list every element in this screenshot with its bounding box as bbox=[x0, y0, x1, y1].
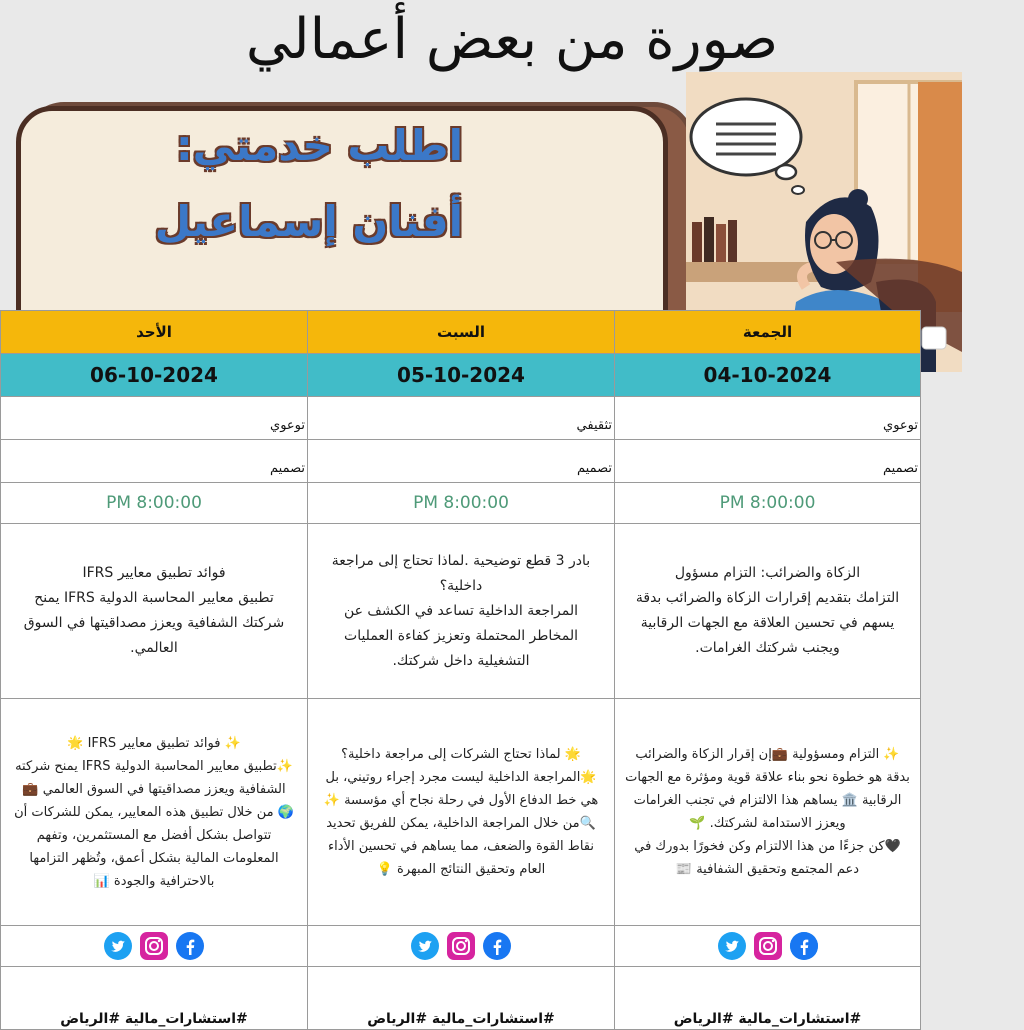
hashtag-cell: #استشارات_مالية #الرياض bbox=[615, 967, 921, 1030]
hashtag-cell: #استشارات_مالية #الرياض bbox=[308, 967, 615, 1030]
hashtag-cell: #استشارات_مالية #الرياض bbox=[1, 967, 308, 1030]
page-title: صورة من بعض أعمالي bbox=[245, 7, 779, 72]
time-cell bbox=[308, 483, 615, 524]
facebook-icon[interactable] bbox=[176, 932, 204, 960]
card-line-1: اطلب خدمتي: bbox=[175, 121, 463, 170]
post-text-cell: فوائد تطبيق معايير IFRS تطبيق معايير المحاسبة الدولية IFRS يمنح شركتك الشفافية ويعزز مصداقيتها في السوق العالمي. bbox=[1, 524, 308, 699]
time-text: PM 8:00:00 bbox=[106, 493, 202, 513]
twitter-icon[interactable] bbox=[718, 932, 746, 960]
time-row bbox=[1, 483, 921, 524]
social-cell bbox=[1, 926, 308, 967]
instagram-icon[interactable] bbox=[140, 932, 168, 960]
twitter-icon[interactable] bbox=[411, 932, 439, 960]
format-cell: تصميم bbox=[615, 440, 921, 483]
date-text: 04-10-2024 bbox=[703, 363, 832, 387]
hashtag-row bbox=[1, 967, 921, 1030]
date-row bbox=[1, 354, 921, 397]
twitter-icon[interactable] bbox=[104, 932, 132, 960]
date-text: 05-10-2024 bbox=[397, 363, 525, 387]
day-cell: الجمعة bbox=[615, 311, 921, 354]
caption-cell: ✨ التزام ومسؤولية 💼إن إقرار الزكاة والضرائب بدقة هو خطوة نحو بناء علاقة قوية ومؤثرة مع الجهات الرقابية 🏛️ يساهم هذا الالتزام في تجنب الغرامات ويعزز الاستدامة لشركتك. 🌱 🖤كن جزءًا من هذا الالتزام وكن فخورًا بدورك في دعم المجتمع وتحقيق الشفافية 📰 bbox=[615, 699, 921, 926]
time-cell bbox=[1, 483, 308, 524]
time-cell bbox=[615, 483, 921, 524]
date-text: 06-10-2024 bbox=[90, 363, 218, 387]
content-type-row bbox=[1, 397, 921, 440]
card-line-2: أفنان إسماعيل bbox=[154, 197, 463, 246]
format-cell: تصميم bbox=[308, 440, 615, 483]
date-cell bbox=[308, 354, 615, 397]
content-schedule-table bbox=[0, 310, 921, 1030]
caption-cell: ✨ فوائد تطبيق معايير IFRS 🌟 ✨تطبيق معايير المحاسبة الدولية IFRS يمنح شركته الشفافية ويعزز مصداقيتها في السوق العالمي 💼 🌍 من خلال تطبيق هذه المعايير، يمكن للشركات أن تتواصل بشكل أفضل مع المستثمرين، وتفهم المعلومات المالية بشكل أعمق، وتُظهر التزامها بالاحترافية والجودة 📊 bbox=[1, 699, 308, 926]
social-cell bbox=[308, 926, 615, 967]
content-type-cell: تثقيفي bbox=[308, 397, 615, 440]
post-text-cell: الزكاة والضرائب: التزام مسؤول التزامك بتقديم إقرارات الزكاة والضرائب بدقة يسهم في تحسين العلاقة مع الجهات الرقابية ويجنب شركتك الغرامات. bbox=[615, 524, 921, 699]
time-text: PM 8:00:00 bbox=[413, 493, 509, 513]
content-type-cell: توعوي bbox=[615, 397, 921, 440]
time-text: PM 8:00:00 bbox=[719, 493, 816, 513]
post-text-cell: بادر 3 قطع توضيحية .لماذا تحتاج إلى مراجعة داخلية؟ المراجعة الداخلية تساعد في الكشف عن المخاطر المحتملة وتعزيز كفاءة العمليات التشغيلية داخل شركتك. bbox=[308, 524, 615, 699]
instagram-icon[interactable] bbox=[447, 932, 475, 960]
day-cell: السبت bbox=[308, 311, 615, 354]
post-text-row bbox=[1, 524, 921, 699]
date-cell bbox=[615, 354, 921, 397]
content-type-cell: توعوي bbox=[1, 397, 308, 440]
caption-cell: 🌟 لماذا تحتاج الشركات إلى مراجعة داخلية؟ 🌟المراجعة الداخلية ليست مجرد إجراء روتيني، بل هي خط الدفاع الأول في رحلة نجاح أي مؤسسة ✨ 🔍من خلال المراجعة الداخلية، يمكن للفريق تحديد نقاط القوة والضعف، مما يساهم في تحسين الأداء العام وتحقيق النتائج المبهرة 💡 bbox=[308, 699, 615, 926]
day-cell: الأحد bbox=[1, 311, 308, 354]
social-row bbox=[1, 926, 921, 967]
social-cell bbox=[615, 926, 921, 967]
instagram-icon[interactable] bbox=[754, 932, 782, 960]
day-row bbox=[1, 311, 921, 354]
caption-row bbox=[1, 699, 921, 926]
date-cell bbox=[1, 354, 308, 397]
facebook-icon[interactable] bbox=[790, 932, 818, 960]
format-cell: تصميم bbox=[1, 440, 308, 483]
format-row bbox=[1, 440, 921, 483]
facebook-icon[interactable] bbox=[483, 932, 511, 960]
